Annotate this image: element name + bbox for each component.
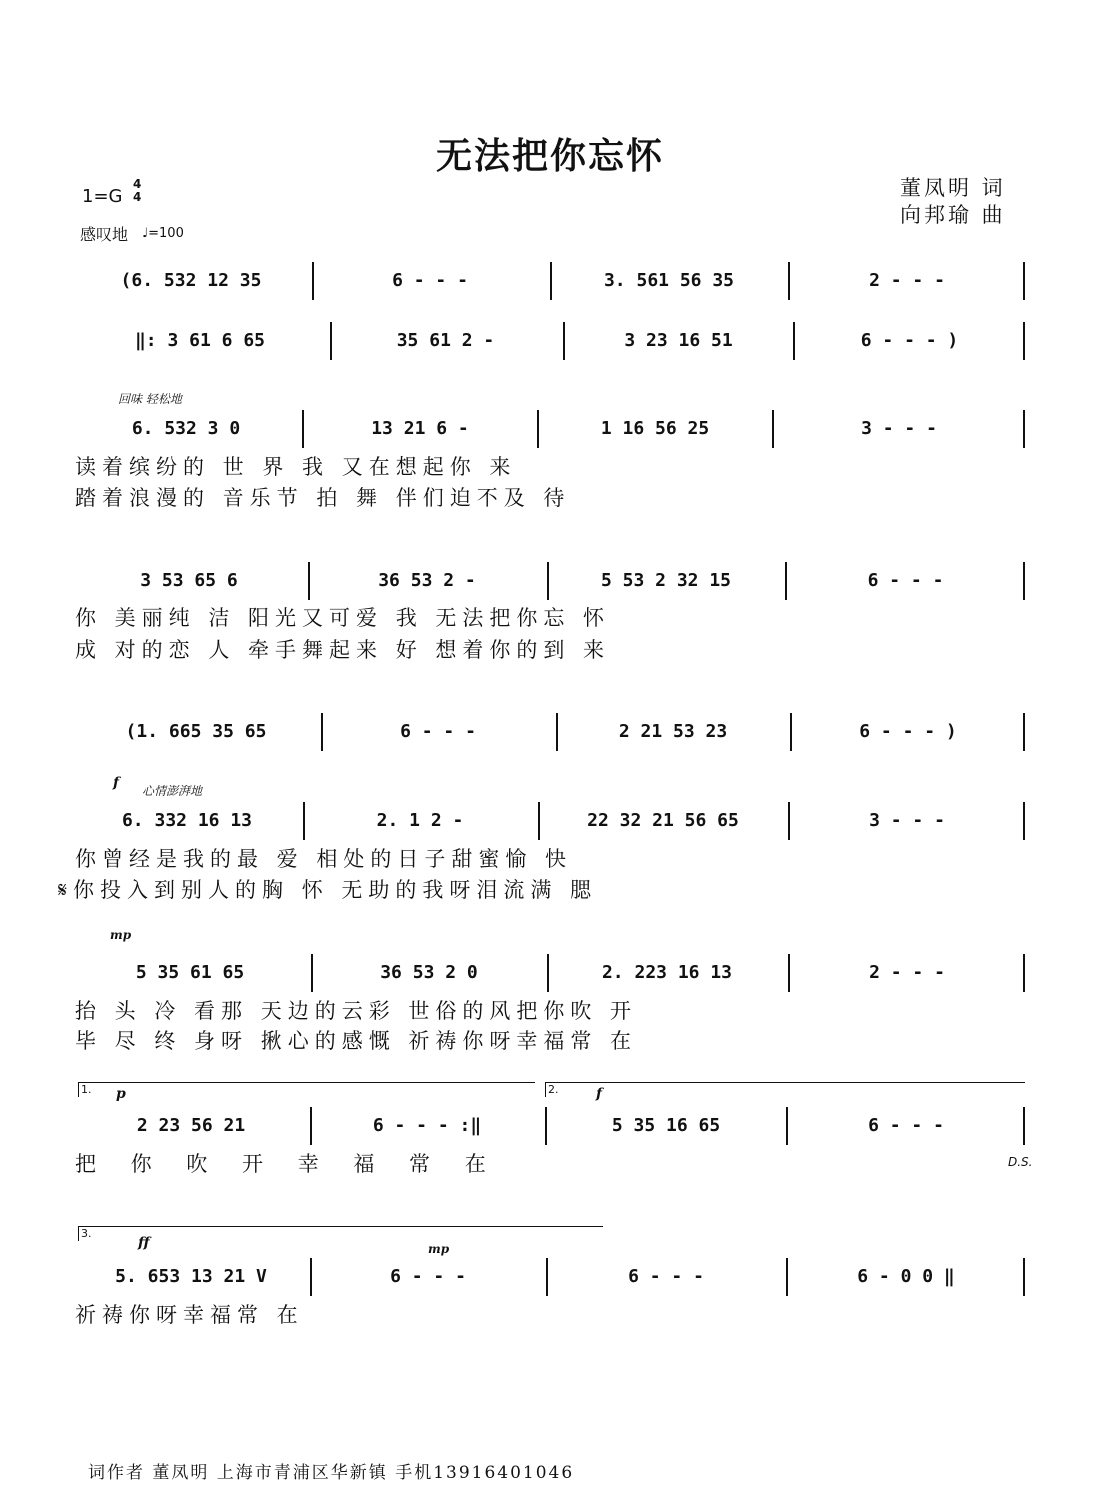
barline bbox=[1023, 1107, 1025, 1145]
measure: 2 23 56 21 bbox=[136, 1115, 246, 1136]
measure: 2. 223 16 13 bbox=[601, 962, 733, 983]
measure: 3 53 65 6 bbox=[140, 570, 238, 591]
measure: 22 32 21 56 65 bbox=[587, 810, 739, 831]
footer-contact: 词作者 董凤明 上海市青浦区华新镇 手机13916401046 bbox=[88, 1463, 575, 1483]
key-signature: 1=G bbox=[82, 186, 123, 207]
lyric-line: 你 美丽纯 洁 阳光又可爱 我 无法把你忘 怀 bbox=[75, 606, 611, 630]
barline bbox=[1023, 713, 1025, 751]
barline bbox=[786, 1258, 788, 1296]
time-signature-bottom: 4 bbox=[133, 190, 142, 204]
barline bbox=[550, 262, 552, 300]
tempo-expression: 感叹地 bbox=[80, 225, 129, 244]
barline bbox=[545, 1107, 547, 1145]
barline bbox=[1023, 410, 1025, 448]
barline bbox=[785, 562, 787, 600]
lyric-line: 成 对的恋 人 牵手舞起来 好 想着你的到 来 bbox=[75, 638, 611, 662]
barline bbox=[303, 802, 305, 840]
volta-bracket-1: 1. bbox=[78, 1082, 535, 1097]
lyricist-credit: 董凤明 词 bbox=[900, 176, 1006, 200]
measure: (1. 665 35 65 bbox=[125, 721, 267, 742]
dynamic-mark: mp bbox=[428, 1242, 450, 1256]
score-system bbox=[75, 802, 1030, 840]
measure: 2 21 53 23 bbox=[618, 721, 728, 742]
measure: 6 - - - bbox=[868, 1115, 944, 1136]
barline bbox=[310, 1258, 312, 1296]
measure: 6 - - - bbox=[392, 270, 468, 291]
barline bbox=[1023, 1258, 1025, 1296]
measure: 35 61 2 - bbox=[396, 330, 495, 351]
lyric-line: 抬 头 冷 看那 天边的云彩 世俗的风把你吹 开 bbox=[75, 999, 638, 1023]
measure: (6. 532 12 35 bbox=[120, 270, 262, 291]
barline bbox=[308, 562, 310, 600]
measure: ‖: 3 61 6 65 bbox=[134, 330, 266, 351]
score-system bbox=[75, 410, 1030, 448]
lyric-line: 踏着浪漫的 音乐节 拍 舞 伴们迫不及 待 bbox=[75, 486, 571, 510]
score-system bbox=[75, 322, 1030, 360]
barline bbox=[563, 322, 565, 360]
measure: 2 - - - bbox=[869, 962, 945, 983]
barline bbox=[330, 322, 332, 360]
measure: 6. 332 16 13 bbox=[121, 810, 253, 831]
measure: 5 35 61 65 bbox=[135, 962, 245, 983]
score-system bbox=[75, 562, 1030, 600]
measure: 3 - - - bbox=[869, 810, 945, 831]
measure: 6 - - - ) bbox=[859, 721, 957, 742]
measure: 6 - - - ) bbox=[860, 330, 959, 351]
measure: 3 - - - bbox=[861, 418, 937, 439]
barline bbox=[546, 1258, 548, 1296]
measure: 36 53 2 - bbox=[378, 570, 476, 591]
score-system bbox=[75, 262, 1030, 300]
measure: 6 - - - bbox=[628, 1266, 704, 1287]
lyric-line: 读着缤纷的 世 界 我 又在想起你 来 bbox=[75, 455, 517, 479]
barline bbox=[1023, 802, 1025, 840]
barline bbox=[556, 713, 558, 751]
barline bbox=[312, 262, 314, 300]
barline bbox=[790, 713, 792, 751]
barline bbox=[302, 410, 304, 448]
score-system bbox=[75, 1107, 1030, 1145]
barline bbox=[310, 1107, 312, 1145]
barline bbox=[547, 562, 549, 600]
barline bbox=[1023, 322, 1025, 360]
measure: 2. 1 2 - bbox=[376, 810, 464, 831]
measure: 6. 532 3 0 bbox=[131, 418, 241, 439]
lyric-line: 𝄋你投入到别人的胸 怀 无助的我呀泪流满 腮 bbox=[58, 878, 598, 902]
dynamic-mark: ff bbox=[138, 1235, 150, 1251]
barline bbox=[788, 262, 790, 300]
barline bbox=[1023, 262, 1025, 300]
measure: 5 53 2 32 15 bbox=[600, 570, 732, 591]
barline bbox=[793, 322, 795, 360]
barline bbox=[321, 713, 323, 751]
barline bbox=[788, 954, 790, 992]
expression-mark: 心情澎湃地 bbox=[142, 784, 203, 798]
expression-mark: 回味 轻松地 bbox=[118, 392, 182, 406]
barline bbox=[786, 1107, 788, 1145]
measure: 6 - 0 0 ‖ bbox=[857, 1266, 955, 1287]
score-system bbox=[75, 954, 1030, 992]
barline bbox=[311, 954, 313, 992]
barline bbox=[772, 410, 774, 448]
lyric-line: 把 你 吹 开 幸 福 常 在 bbox=[75, 1152, 492, 1176]
dynamic-mark: f bbox=[596, 1086, 603, 1102]
measure: 1 16 56 25 bbox=[600, 418, 710, 439]
barline bbox=[1023, 562, 1025, 600]
dynamic-mark: p bbox=[116, 1086, 126, 1102]
measure: 5 35 16 65 bbox=[611, 1115, 721, 1136]
measure: 36 53 2 0 bbox=[380, 962, 478, 983]
score-system bbox=[75, 713, 1030, 751]
measure: 6 - - - bbox=[867, 570, 944, 591]
tempo-marking: ♩=100 bbox=[142, 226, 184, 241]
time-signature bbox=[133, 178, 141, 204]
dynamic-mark: mp bbox=[110, 928, 132, 942]
measure: 6 - - - bbox=[390, 1266, 466, 1287]
volta-bracket-3: 3. bbox=[78, 1226, 603, 1241]
measure: 13 21 6 - bbox=[371, 418, 469, 439]
barline bbox=[1023, 954, 1025, 992]
lyric-line: 祈祷你呀幸福常 在 bbox=[75, 1303, 304, 1327]
dal-segno-marker: D.S. bbox=[1008, 1155, 1033, 1169]
composer-credit: 向邦瑜 曲 bbox=[900, 203, 1006, 227]
lyric-line: 你曾经是我的最 爱 相处的日子甜蜜愉 快 bbox=[75, 847, 573, 871]
volta-bracket-2: 2. bbox=[545, 1082, 1025, 1097]
measure: 2 - - - bbox=[869, 270, 945, 291]
barline bbox=[788, 802, 790, 840]
measure: 6 - - - bbox=[400, 721, 476, 742]
barline bbox=[538, 802, 540, 840]
measure: 6 - - - :‖ bbox=[372, 1115, 482, 1136]
song-title: 无法把你忘怀 bbox=[435, 135, 664, 177]
measure: 3 23 16 51 bbox=[624, 330, 733, 351]
lyric-line: 毕 尽 终 身呀 揪心的感慨 祈祷你呀幸福常 在 bbox=[75, 1029, 638, 1053]
barline bbox=[547, 954, 549, 992]
barline bbox=[537, 410, 539, 448]
measure: 3. 561 56 35 bbox=[603, 270, 735, 291]
measure: 5. 653 13 21 V bbox=[115, 1266, 267, 1287]
dynamic-mark: f bbox=[113, 775, 120, 791]
time-signature-top: 4 bbox=[133, 177, 142, 191]
score-system bbox=[75, 1258, 1030, 1296]
